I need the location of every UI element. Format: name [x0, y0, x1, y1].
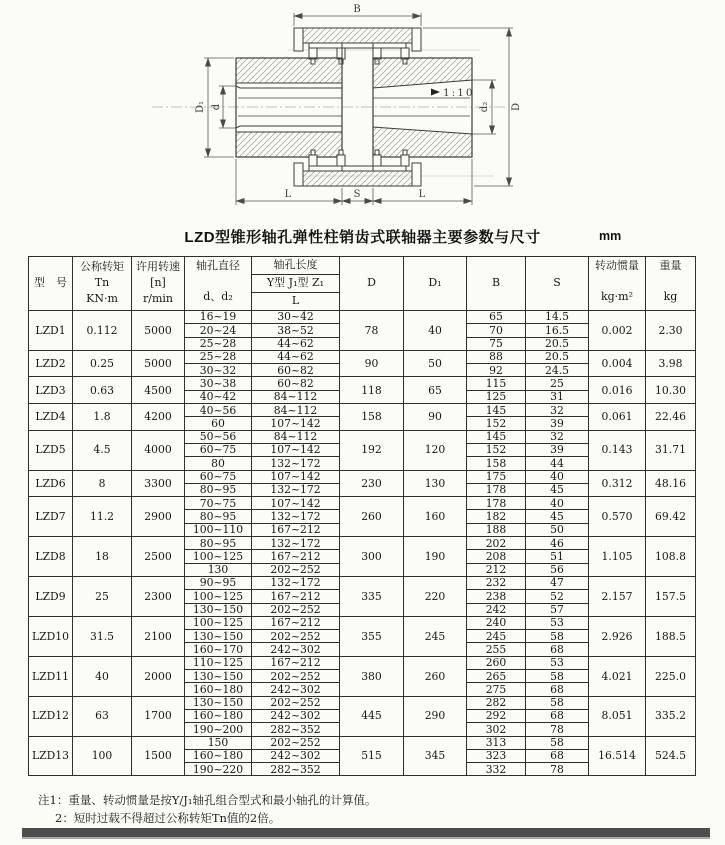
- cell-S: 44: [526, 457, 589, 470]
- cell-S: 39: [526, 443, 589, 456]
- cell-model: LZD13: [29, 736, 73, 776]
- cell-inertia: 2.926: [589, 616, 646, 656]
- cell-B: 152: [467, 443, 526, 456]
- cell-S: 39: [526, 417, 589, 430]
- cell-bore: 50~56: [185, 430, 252, 443]
- cell-weight: 31.71: [646, 430, 696, 470]
- cell-weight: 108.8: [646, 537, 696, 577]
- cell-torque: 100: [73, 736, 132, 776]
- cell-inertia: 0.002: [589, 311, 646, 351]
- cell-bore: 30~32: [185, 364, 252, 377]
- cell-weight: 10.30: [646, 377, 696, 404]
- cell-D1: 120: [404, 430, 467, 470]
- cell-speed: 1500: [132, 736, 185, 776]
- cell-bore: 40~42: [185, 390, 252, 403]
- cell-S: 16.5: [526, 324, 589, 337]
- cell-S: 40: [526, 470, 589, 483]
- cell-length: 107~142: [252, 443, 340, 456]
- header-length-L: L: [252, 293, 340, 311]
- header-weight-line: 重量: [659, 259, 682, 272]
- cell-B: 238: [467, 590, 526, 603]
- cell-B: 152: [467, 417, 526, 430]
- header-B: B: [467, 257, 526, 311]
- cell-B: 282: [467, 696, 526, 709]
- cell-length: 167~212: [252, 656, 340, 669]
- cell-B: 265: [467, 670, 526, 683]
- cell-bore: 130~150: [185, 670, 252, 683]
- cell-B: 292: [467, 709, 526, 722]
- cell-D: 335: [340, 576, 404, 616]
- cell-inertia: 16.514: [589, 736, 646, 776]
- table-row: [29, 430, 696, 443]
- cell-bore: 130: [185, 563, 252, 576]
- cell-B: 332: [467, 763, 526, 776]
- table-row: [29, 404, 696, 417]
- cell-length: 132~172: [252, 510, 340, 523]
- cell-B: 70: [467, 324, 526, 337]
- cell-D1: 40: [404, 311, 467, 351]
- cell-length: 132~172: [252, 483, 340, 496]
- taper-label: 1:10: [443, 87, 475, 99]
- cell-bore: 100~125: [185, 590, 252, 603]
- cell-S: 57: [526, 603, 589, 616]
- cell-bore: 30~38: [185, 377, 252, 390]
- table-row: [29, 576, 696, 589]
- header-speed-line: 许用转速: [136, 260, 180, 274]
- cell-B: 202: [467, 537, 526, 550]
- cell-length: 44~62: [252, 337, 340, 350]
- cell-model: LZD7: [29, 497, 73, 537]
- header-speed-line: [n]: [150, 276, 166, 290]
- cell-S: 52: [526, 590, 589, 603]
- header-bore-stack: [185, 257, 251, 310]
- header-length: 轴孔长度: [252, 257, 340, 275]
- cell-inertia: 2.157: [589, 576, 646, 616]
- cell-bore: 100~110: [185, 523, 252, 536]
- cell-B: 178: [467, 483, 526, 496]
- cell-length: 60~82: [252, 364, 340, 377]
- cell-B: 208: [467, 550, 526, 563]
- cell-S: 32: [526, 404, 589, 417]
- header-torque: [73, 257, 132, 311]
- table-row: [29, 616, 696, 629]
- cell-length: 202~252: [252, 670, 340, 683]
- cell-torque: 0.112: [73, 311, 132, 351]
- cell-length: 132~172: [252, 457, 340, 470]
- cell-D1: 220: [404, 576, 467, 616]
- cell-weight: 225.0: [646, 656, 696, 696]
- table-row: [29, 656, 696, 669]
- cell-inertia: 0.570: [589, 497, 646, 537]
- cell-length: 107~142: [252, 497, 340, 510]
- cell-S: 20.5: [526, 350, 589, 363]
- cell-length: 167~212: [252, 616, 340, 629]
- cell-B: 92: [467, 364, 526, 377]
- cell-speed: 5000: [132, 350, 185, 377]
- cell-bore: 25~28: [185, 337, 252, 350]
- cell-length: 202~252: [252, 563, 340, 576]
- cell-weight: 2.30: [646, 311, 696, 351]
- cell-bore: 25~28: [185, 350, 252, 363]
- cell-bore: 160~170: [185, 643, 252, 656]
- cell-B: 242: [467, 603, 526, 616]
- cell-B: 245: [467, 630, 526, 643]
- cell-D1: 160: [404, 497, 467, 537]
- cell-bore: 20~24: [185, 324, 252, 337]
- cell-speed: 5000: [132, 311, 185, 351]
- cell-model: LZD8: [29, 537, 73, 577]
- coupling-section-diagram: [0, 0, 725, 215]
- cell-D1: 65: [404, 377, 467, 404]
- cell-bore: 60: [185, 417, 252, 430]
- cell-S: 47: [526, 576, 589, 589]
- cell-B: 115: [467, 377, 526, 390]
- header-speed: [132, 257, 185, 311]
- cell-length: 242~302: [252, 749, 340, 762]
- cell-model: LZD4: [29, 404, 73, 431]
- right-hub: [373, 58, 472, 157]
- cell-S: 53: [526, 656, 589, 669]
- cell-S: 68: [526, 709, 589, 722]
- cell-D1: 130: [404, 470, 467, 497]
- header-D: D: [340, 257, 404, 311]
- cell-S: 51: [526, 550, 589, 563]
- cell-S: 58: [526, 630, 589, 643]
- header-bore-line: 轴孔直径: [196, 259, 240, 272]
- cell-speed: 4200: [132, 404, 185, 431]
- cell-weight: 188.5: [646, 616, 696, 656]
- cell-weight: 48.16: [646, 470, 696, 497]
- cell-bore: 40~56: [185, 404, 252, 417]
- header-speed-stack: [132, 258, 184, 310]
- cell-length: 132~172: [252, 576, 340, 589]
- cell-length: 107~142: [252, 470, 340, 483]
- cell-bore: 80~95: [185, 510, 252, 523]
- unit-label: mm: [599, 229, 622, 243]
- cell-speed: 2100: [132, 616, 185, 656]
- cell-torque: 11.2: [73, 497, 132, 537]
- cell-length: 202~252: [252, 736, 340, 749]
- cell-B: 175: [467, 470, 526, 483]
- note-2: 2：短时过载不得超过公称转矩Tn值的2倍。: [55, 810, 281, 825]
- header-weight-stack: [646, 257, 695, 310]
- cell-bore: 130~150: [185, 630, 252, 643]
- cell-length: 202~252: [252, 603, 340, 616]
- cell-bore: 130~150: [185, 696, 252, 709]
- cell-weight: 3.98: [646, 350, 696, 377]
- cell-model: LZD1: [29, 311, 73, 351]
- cell-weight: 22.46: [646, 404, 696, 431]
- cell-inertia: 0.312: [589, 470, 646, 497]
- cell-weight: 335.2: [646, 696, 696, 736]
- cell-model: LZD2: [29, 350, 73, 377]
- cell-model: LZD3: [29, 377, 73, 404]
- left-hub: [236, 58, 342, 157]
- cell-inertia: 0.016: [589, 377, 646, 404]
- cell-D1: 290: [404, 696, 467, 736]
- cell-bore: 160~180: [185, 683, 252, 696]
- cell-B: 323: [467, 749, 526, 762]
- cell-B: 65: [467, 311, 526, 324]
- header-torque-stack: [73, 258, 131, 310]
- cell-torque: 8: [73, 470, 132, 497]
- cell-D1: 245: [404, 616, 467, 656]
- cell-D: 355: [340, 616, 404, 656]
- cell-D1: 90: [404, 404, 467, 431]
- header-torque-line: 公称转矩: [80, 260, 124, 274]
- header-length-types: Y型 J₁型 Z₁: [252, 275, 340, 293]
- cell-S: 45: [526, 510, 589, 523]
- cell-bore: 100~125: [185, 550, 252, 563]
- header-D1: D₁: [404, 257, 467, 311]
- cell-inertia: 8.051: [589, 696, 646, 736]
- note-1: 注1：重量、转动惯量是按Y/J₁轴孔组合型式和最小轴孔的计算值。: [38, 793, 377, 807]
- cell-D: 260: [340, 497, 404, 537]
- cell-length: 202~252: [252, 630, 340, 643]
- cell-torque: 0.63: [73, 377, 132, 404]
- cell-model: LZD9: [29, 576, 73, 616]
- cell-model: LZD5: [29, 430, 73, 470]
- cell-B: 260: [467, 656, 526, 669]
- cell-D: 118: [340, 377, 404, 404]
- cell-B: 75: [467, 337, 526, 350]
- cell-bore: 130~150: [185, 603, 252, 616]
- table-row: [29, 350, 696, 363]
- table-row: [29, 736, 696, 749]
- cell-length: 202~252: [252, 696, 340, 709]
- dim-L-left-label: L: [284, 189, 292, 200]
- cell-bore: 160~180: [185, 709, 252, 722]
- spec-table-wrap: [28, 256, 695, 776]
- cell-B: 240: [467, 616, 526, 629]
- cell-bore: 150: [185, 736, 252, 749]
- cell-model: LZD11: [29, 656, 73, 696]
- cell-inertia: 0.061: [589, 404, 646, 431]
- cell-speed: 4500: [132, 377, 185, 404]
- cell-S: 24.5: [526, 364, 589, 377]
- cell-B: 125: [467, 390, 526, 403]
- taper-annotation: [431, 87, 475, 99]
- cell-B: 232: [467, 576, 526, 589]
- cell-torque: 31.5: [73, 616, 132, 656]
- cell-inertia: 0.004: [589, 350, 646, 377]
- cell-length: 60~82: [252, 377, 340, 390]
- cell-bore: 70~75: [185, 497, 252, 510]
- cell-bore: 110~125: [185, 656, 252, 669]
- header-inertia-line: kg·m²: [600, 290, 634, 304]
- cell-S: 56: [526, 563, 589, 576]
- table-row: [29, 470, 696, 483]
- cell-B: 188: [467, 523, 526, 536]
- cell-model: LZD10: [29, 616, 73, 656]
- spec-table-body: [29, 311, 696, 776]
- cell-torque: 18: [73, 537, 132, 577]
- table-row: [29, 537, 696, 550]
- header-torque-line: Tn: [94, 276, 110, 290]
- dim-d-label: d: [211, 103, 222, 111]
- cell-torque: 40: [73, 656, 132, 696]
- dim-d2-label: d₂: [479, 101, 490, 113]
- header-S: S: [526, 257, 589, 311]
- cell-S: 68: [526, 683, 589, 696]
- cell-bore: 80: [185, 457, 252, 470]
- cell-length: 84~112: [252, 390, 340, 403]
- cell-D: 445: [340, 696, 404, 736]
- cell-bore: 60~75: [185, 443, 252, 456]
- cell-S: 32: [526, 430, 589, 443]
- cell-speed: 1700: [132, 696, 185, 736]
- cell-length: 107~142: [252, 417, 340, 430]
- dim-B-label: B: [353, 4, 361, 15]
- cell-S: 50: [526, 523, 589, 536]
- cell-S: 25: [526, 377, 589, 390]
- cell-B: 182: [467, 510, 526, 523]
- cell-speed: 2300: [132, 576, 185, 616]
- cell-weight: 157.5: [646, 576, 696, 616]
- cell-S: 58: [526, 670, 589, 683]
- window-bottom-border: [22, 828, 710, 839]
- cell-length: 167~212: [252, 523, 340, 536]
- cell-S: 14.5: [526, 311, 589, 324]
- cell-length: 84~112: [252, 404, 340, 417]
- cell-S: 46: [526, 537, 589, 550]
- cell-speed: 2000: [132, 656, 185, 696]
- header-inertia-line: 转动惯量: [595, 259, 639, 272]
- cell-S: 58: [526, 696, 589, 709]
- cell-inertia: 0.143: [589, 430, 646, 470]
- cell-speed: 2900: [132, 497, 185, 537]
- spec-table: [28, 256, 696, 776]
- cell-bore: 80~95: [185, 537, 252, 550]
- cell-bore: 190~220: [185, 763, 252, 776]
- header-model: 型 号: [29, 257, 73, 311]
- cell-bore: 100~125: [185, 616, 252, 629]
- cell-B: 255: [467, 643, 526, 656]
- cell-model: LZD6: [29, 470, 73, 497]
- table-row: [29, 377, 696, 390]
- cell-S: 20.5: [526, 337, 589, 350]
- cell-length: 38~52: [252, 324, 340, 337]
- cell-D: 90: [340, 350, 404, 377]
- cell-S: 40: [526, 497, 589, 510]
- cell-B: 145: [467, 404, 526, 417]
- cell-length: 132~172: [252, 537, 340, 550]
- cell-B: 313: [467, 736, 526, 749]
- cell-bore: 160~180: [185, 749, 252, 762]
- cell-S: 68: [526, 749, 589, 762]
- cell-D: 192: [340, 430, 404, 470]
- cell-S: 58: [526, 736, 589, 749]
- cell-length: 167~212: [252, 590, 340, 603]
- cell-D1: 260: [404, 656, 467, 696]
- cell-D: 515: [340, 736, 404, 776]
- cell-D1: 190: [404, 537, 467, 577]
- table-row: [29, 311, 696, 324]
- header-inertia-stack: [589, 257, 645, 310]
- dim-S-label: S: [353, 189, 361, 200]
- cell-D: 78: [340, 311, 404, 351]
- cell-bore: 16~19: [185, 311, 252, 324]
- header-speed-line: r/min: [143, 292, 173, 306]
- header-torque-line: KN·m: [86, 292, 118, 306]
- cell-inertia: 1.105: [589, 537, 646, 577]
- cell-length: 44~62: [252, 350, 340, 363]
- header-weight: [646, 257, 696, 311]
- cell-speed: 3300: [132, 470, 185, 497]
- table-notes: [38, 792, 377, 828]
- cell-bore: 60~75: [185, 470, 252, 483]
- cell-D1: 345: [404, 736, 467, 776]
- header-bore-line: d、d₂: [203, 290, 233, 304]
- cell-S: 45: [526, 483, 589, 496]
- cell-torque: 25: [73, 576, 132, 616]
- cell-length: 282~352: [252, 723, 340, 736]
- cell-B: 178: [467, 497, 526, 510]
- cell-S: 78: [526, 763, 589, 776]
- cell-model: LZD12: [29, 696, 73, 736]
- cell-length: 242~302: [252, 709, 340, 722]
- spec-table-head: [29, 257, 696, 311]
- table-row: [29, 497, 696, 510]
- cell-length: 242~302: [252, 643, 340, 656]
- cell-B: 88: [467, 350, 526, 363]
- cell-inertia: 4.021: [589, 656, 646, 696]
- cell-D: 158: [340, 404, 404, 431]
- header-bore: [185, 257, 252, 311]
- cell-length: 84~112: [252, 430, 340, 443]
- cell-B: 158: [467, 457, 526, 470]
- cell-B: 302: [467, 723, 526, 736]
- cell-B: 275: [467, 683, 526, 696]
- cell-length: 167~212: [252, 550, 340, 563]
- cell-D: 380: [340, 656, 404, 696]
- header-inertia: [589, 257, 646, 311]
- cell-S: 78: [526, 723, 589, 736]
- dim-L-right-label: L: [418, 189, 426, 200]
- cell-torque: 1.8: [73, 404, 132, 431]
- cell-S: 31: [526, 390, 589, 403]
- cell-speed: 4000: [132, 430, 185, 470]
- cell-length: 282~352: [252, 763, 340, 776]
- cell-D1: 50: [404, 350, 467, 377]
- header-weight-line: kg: [663, 290, 678, 304]
- cell-torque: 63: [73, 696, 132, 736]
- table-row: [29, 696, 696, 709]
- cell-weight: 524.5: [646, 736, 696, 776]
- cell-bore: 190~200: [185, 723, 252, 736]
- cell-bore: 90~95: [185, 576, 252, 589]
- cell-torque: 4.5: [73, 430, 132, 470]
- cell-torque: 0.25: [73, 350, 132, 377]
- cell-length: 242~302: [252, 683, 340, 696]
- cell-B: 145: [467, 430, 526, 443]
- cell-B: 212: [467, 563, 526, 576]
- cell-S: 53: [526, 616, 589, 629]
- cell-D: 300: [340, 537, 404, 577]
- cell-D: 230: [340, 470, 404, 497]
- dim-D1-label: D₁: [195, 100, 206, 114]
- cell-bore: 80~95: [185, 483, 252, 496]
- cell-length: 30~42: [252, 311, 340, 324]
- page-title: LZD型锥形轴孔弹性柱销齿式联轴器主要参数与尺寸: [184, 229, 541, 246]
- cell-weight: 69.42: [646, 497, 696, 537]
- coupling-diagram-svg: [0, 0, 725, 215]
- cell-speed: 2500: [132, 537, 185, 577]
- dim-D-label: D: [511, 102, 522, 112]
- cell-S: 68: [526, 643, 589, 656]
